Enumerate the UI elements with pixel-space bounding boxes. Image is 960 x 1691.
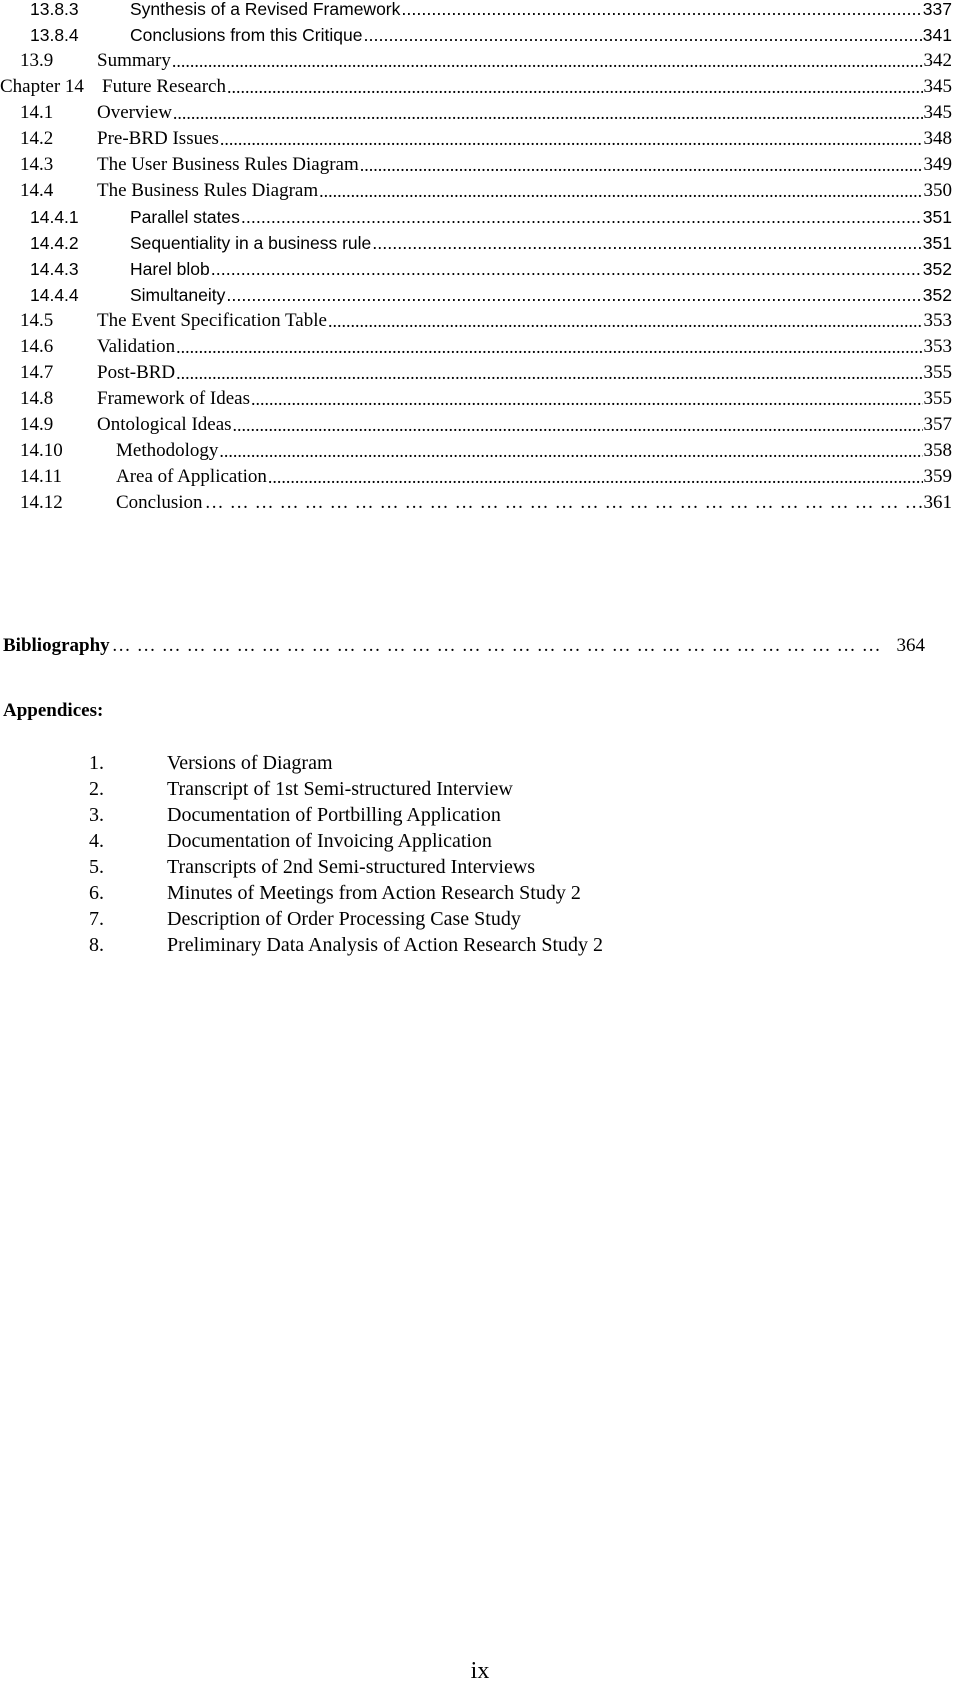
dot-leader <box>319 182 922 202</box>
toc-title: Conclusions from this Critique <box>130 25 363 45</box>
item-number: 1. <box>89 752 104 774</box>
toc-title: Ontological Ideas <box>97 414 232 435</box>
bibliography-label: Bibliography <box>3 635 110 656</box>
dot-leader <box>176 364 922 384</box>
toc-page: 352 <box>922 285 952 305</box>
toc-title: The Business Rules Diagram <box>97 180 319 201</box>
item-title: Minutes of Meetings from Action Research Study 2 <box>167 882 581 904</box>
item-number: 6. <box>89 882 104 904</box>
toc-page: 355 <box>923 388 952 409</box>
dot-leader <box>363 26 921 46</box>
item-title: Transcripts of 2nd Semi-structured Interviews <box>167 856 536 878</box>
toc-number: 14.4 <box>20 180 54 201</box>
dot-leader <box>172 52 923 72</box>
toc-title: Sequentiality in a business rule <box>130 233 372 253</box>
toc-entry[interactable] <box>20 306 952 332</box>
toc-entry[interactable] <box>20 150 952 176</box>
toc-number: 14.6 <box>20 336 54 357</box>
toc-entry[interactable] <box>20 436 952 462</box>
toc-entry[interactable] <box>20 358 952 384</box>
toc-entry[interactable] <box>30 280 952 306</box>
toc-entry[interactable] <box>0 72 952 98</box>
toc-entry[interactable] <box>20 124 952 150</box>
toc-title: The Event Specification Table <box>97 310 327 331</box>
toc-title: Overview <box>97 102 172 123</box>
toc-number: 13.8.3 <box>30 0 79 19</box>
toc-page: 351 <box>922 233 952 253</box>
toc-page: 353 <box>923 310 952 331</box>
toc-title: Future Research <box>102 76 226 97</box>
dot-leader <box>227 78 923 98</box>
toc-title: Validation <box>97 336 176 357</box>
toc-entry[interactable] <box>20 176 952 202</box>
dot-leader <box>173 104 923 124</box>
toc-entry[interactable] <box>30 0 952 20</box>
dot-leader <box>372 234 922 254</box>
toc-page: 345 <box>923 102 952 123</box>
toc-number: 14.4.2 <box>30 233 79 253</box>
toc-page: 353 <box>923 336 952 357</box>
toc-number: 14.5 <box>20 310 54 331</box>
toc-page: 348 <box>923 128 952 149</box>
toc-number: 14.1 <box>20 102 54 123</box>
dot-leader <box>220 130 923 150</box>
item-title: Description of Order Processing Case Study <box>167 908 521 930</box>
toc-page: 345 <box>923 76 952 97</box>
dot-leader <box>251 390 922 410</box>
toc-title: Simultaneity <box>130 285 226 305</box>
dot-leader <box>233 416 923 436</box>
toc-entry[interactable] <box>30 20 952 46</box>
item-title: Documentation of Portbilling Application <box>167 804 501 826</box>
toc-title: Synthesis of a Revised Framework <box>130 0 401 19</box>
toc-number: 13.9 <box>20 50 54 71</box>
toc-number: 14.4.1 <box>30 207 79 227</box>
toc-page: 337 <box>922 0 952 19</box>
toc-number: 14.2 <box>20 128 54 149</box>
page-number: ix <box>470 1658 490 1684</box>
toc-entry[interactable] <box>20 488 952 514</box>
toc-entry[interactable] <box>20 332 952 358</box>
item-number: 3. <box>89 804 104 826</box>
toc-number: Chapter 14 <box>0 76 84 97</box>
toc-title: Summary <box>97 50 171 71</box>
toc-entry[interactable] <box>30 202 952 228</box>
dot-leader <box>268 468 923 488</box>
toc-number: 14.7 <box>20 362 54 383</box>
item-title: Transcript of 1st Semi-structured Interview <box>167 778 513 800</box>
ellipsis-leader <box>205 494 922 514</box>
toc-page: 352 <box>922 259 952 279</box>
item-title: Versions of Diagram <box>167 752 333 774</box>
item-number: 8. <box>89 934 104 956</box>
toc-page: 349 <box>923 154 952 175</box>
toc-number: 14.8 <box>20 388 54 409</box>
toc-page: 351 <box>922 207 952 227</box>
dot-leader <box>360 156 923 176</box>
dot-leader <box>211 260 922 280</box>
toc-title: Area of Application <box>116 466 267 487</box>
item-number: 7. <box>89 908 104 930</box>
toc-page: 359 <box>923 466 952 487</box>
toc-entry[interactable] <box>30 228 952 254</box>
toc-page: 358 <box>923 440 952 461</box>
dot-leader <box>226 286 921 306</box>
toc-entry[interactable] <box>20 46 952 72</box>
dot-leader <box>328 312 923 332</box>
item-number: 4. <box>89 830 104 852</box>
toc-page: 350 <box>923 180 952 201</box>
dot-leader <box>176 338 922 358</box>
toc-number: 13.8.4 <box>30 25 79 45</box>
toc-number: 14.3 <box>20 154 54 175</box>
ellipsis-leader <box>112 637 881 657</box>
bibliography-page: 364 <box>896 635 925 656</box>
dot-leader <box>241 208 922 228</box>
toc-entry[interactable] <box>30 254 952 280</box>
toc-page: 342 <box>923 50 952 71</box>
toc-entry[interactable] <box>20 384 952 410</box>
toc-page: 355 <box>923 362 952 383</box>
toc-title: Framework of Ideas <box>97 388 251 409</box>
item-title: Preliminary Data Analysis of Action Research Study 2 <box>167 934 604 956</box>
toc-number: 14.10 <box>20 440 63 461</box>
toc-number: 14.9 <box>20 414 54 435</box>
toc-title: The User Business Rules Diagram <box>97 154 359 175</box>
toc-page: 341 <box>922 25 952 45</box>
toc-entry[interactable] <box>20 98 952 124</box>
toc-number: 14.4.4 <box>30 285 79 305</box>
dot-leader <box>219 442 922 462</box>
dot-leader <box>401 0 921 20</box>
toc-number: 14.12 <box>20 492 63 513</box>
toc-title: Methodology <box>116 440 219 461</box>
item-number: 2. <box>89 778 104 800</box>
item-number: 5. <box>89 856 104 878</box>
toc-page: 357 <box>923 414 952 435</box>
appendices-heading: Appendices: <box>3 700 104 721</box>
toc-title: Conclusion <box>116 492 203 513</box>
toc-title: Pre-BRD Issues <box>97 128 219 149</box>
toc-title: Parallel states <box>130 207 240 227</box>
toc-entry[interactable] <box>20 410 952 436</box>
toc-page: 361 <box>923 492 952 513</box>
item-title: Documentation of Invoicing Application <box>167 830 492 852</box>
toc-entry[interactable] <box>20 462 952 488</box>
bibliography-entry[interactable] <box>3 631 925 657</box>
toc-number: 14.11 <box>20 466 63 487</box>
toc-title: Post-BRD <box>97 362 176 383</box>
toc-number: 14.4.3 <box>30 259 79 279</box>
toc-title: Harel blob <box>130 259 210 279</box>
